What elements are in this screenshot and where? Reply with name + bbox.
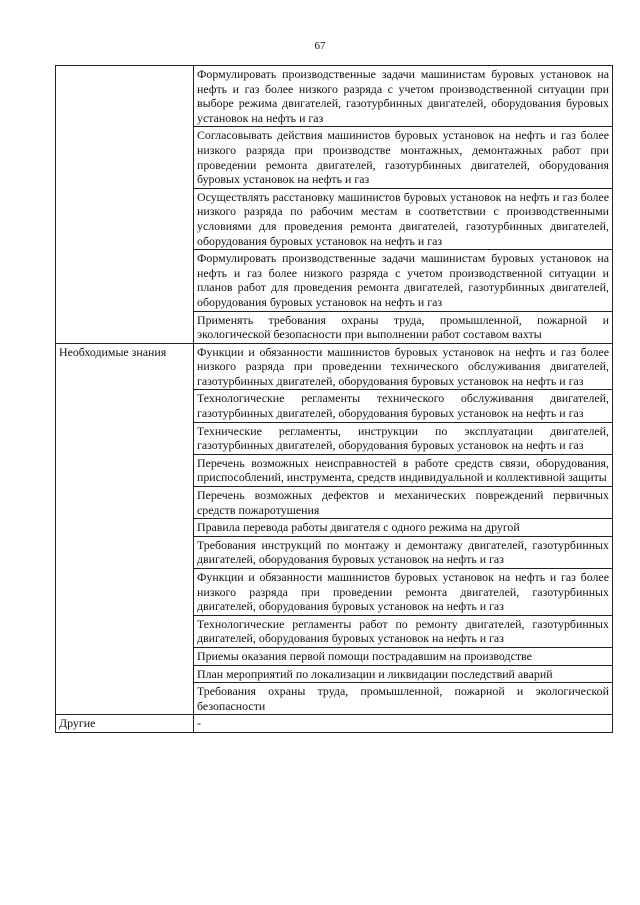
knowledge-cell: Требования инструкций по монтажу и демонтажу двигателей, газотурбинных двигателей, оборудования буровых установок на нефть и газ bbox=[194, 536, 613, 568]
skill-cell: Согласовывать действия машинистов буровых установок на нефть и газ более низкого разряда при производстве монтажных, демонтажных работ при проведении ремонта двигателей, газотурбинных двигателей, оборудования буровых установок на нефть и газ bbox=[194, 127, 613, 188]
knowledge-cell: Технологические регламенты технического обслуживания двигателей, газотурбинных двигателей, оборудования буровых установок на нефть и газ bbox=[194, 390, 613, 422]
skill-cell: Формулировать производственные задачи машинистам буровых установок на нефть и газ более низкого разряда с учетом производственной ситуации при выборе режима двигателей, газотурбинных двигателей, оборудования буровых установок на нефть и газ bbox=[194, 66, 613, 127]
skill-cell: Осуществлять расстановку машинистов буровых установок на нефть и газ более низкого разряда по рабочим местам в соответствии с производственными условиями для проведения ремонта двигателей, газотурбинных двигателей, оборудования буровых установок на нефть и газ bbox=[194, 188, 613, 249]
table-row bbox=[56, 715, 613, 733]
requirements-table bbox=[55, 65, 613, 733]
skill-cell: Применять требования охраны труда, промышленной, пожарной и экологической безопасности при выполнении работ составом вахты bbox=[194, 311, 613, 343]
knowledge-cell: Технические регламенты, инструкции по эксплуатации двигателей, газотурбинных двигателей, оборудования буровых установок на нефть и газ bbox=[194, 422, 613, 454]
label-cell-knowledge: Необходимые знания bbox=[56, 343, 194, 715]
knowledge-cell: Перечень возможных дефектов и механических повреждений первичных средств пожаротушения bbox=[194, 487, 613, 519]
knowledge-cell: План мероприятий по локализации и ликвидации последствий аварий bbox=[194, 665, 613, 683]
table-row bbox=[56, 66, 613, 127]
knowledge-cell: Технологические регламенты работ по ремонту двигателей, газотурбинных двигателей, оборудования буровых установок на нефть и газ bbox=[194, 615, 613, 647]
knowledge-cell: Функции и обязанности машинистов буровых установок на нефть и газ более низкого разряда при проведении технического обслуживания двигателей, газотурбинных двигателей, оборудования буровых установок на нефть и газ bbox=[194, 343, 613, 390]
skill-cell: Формулировать производственные задачи машинистам буровых установок на нефть и газ более низкого разряда с учетом производственной ситуации и планов работ для проведения ремонта двигателей, газотурбинных двигателей, оборудования буровых установок на нефть и газ bbox=[194, 250, 613, 311]
knowledge-cell: Перечень возможных неисправностей в работе средств связи, оборудования, приспособлений, инструмента, средств индивидуальной и коллективной защиты bbox=[194, 454, 613, 486]
label-cell-other: Другие bbox=[56, 715, 194, 733]
label-cell bbox=[56, 66, 194, 344]
table-row bbox=[56, 343, 613, 390]
knowledge-cell: Функции и обязанности машинистов буровых установок на нефть и газ более низкого разряда при проведении ремонта двигателей, газотурбинных двигателей, оборудования буровых установок на нефть и газ bbox=[194, 569, 613, 616]
knowledge-cell: Приемы оказания первой помощи пострадавшим на производстве bbox=[194, 647, 613, 665]
other-cell: - bbox=[194, 715, 613, 733]
page-number: 67 bbox=[314, 40, 326, 52]
knowledge-cell: Требования охраны труда, промышленной, пожарной и экологической безопасности bbox=[194, 683, 613, 715]
knowledge-cell: Правила перевода работы двигателя с одного режима на другой bbox=[194, 519, 613, 537]
